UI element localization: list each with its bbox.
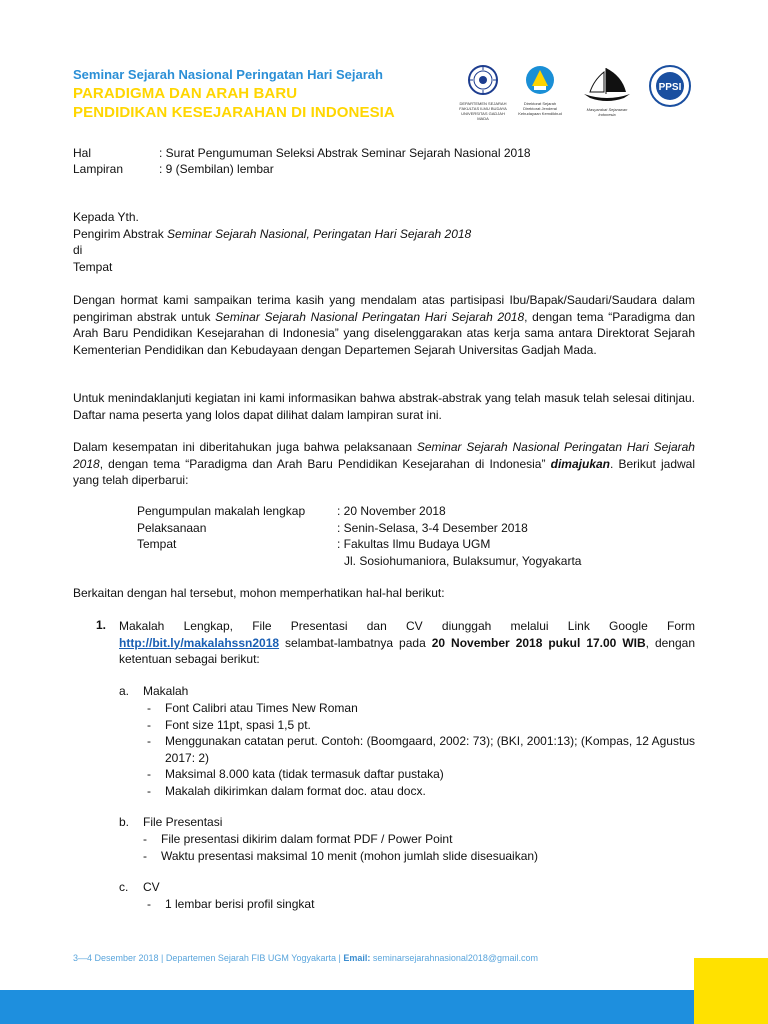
- meta-lampiran: [73, 162, 274, 176]
- section-a-list: [145, 700, 695, 799]
- header-subtitle: Seminar Sejarah Nasional Peringatan Hari Sejarah: [73, 67, 383, 82]
- section-title: File Presentasi: [143, 815, 223, 829]
- svg-text:PPSI: PPSI: [658, 82, 682, 93]
- section-label: c.: [119, 880, 129, 894]
- item-1-body: [119, 618, 695, 668]
- schedule-row: [137, 503, 581, 520]
- item-text: selambat-lambatnya pada: [279, 635, 432, 650]
- para-text: , dengan tema “Paradigma dan Arah Baru Pendidikan Kesejarahan di Indonesia”: [99, 456, 551, 471]
- footer-blue-bar: [0, 990, 768, 1024]
- address-block: [73, 209, 471, 275]
- list-item: - Maksimal 8.000 kata (tidak termasuk daftar pustaka): [145, 766, 695, 783]
- ship-icon: [578, 64, 636, 107]
- item-text: , dengan ketentuan sebagai berikut:: [119, 635, 696, 666]
- section-c-list: [145, 896, 695, 913]
- address-line: Tempat: [73, 259, 113, 274]
- footer-text: [73, 953, 538, 963]
- schedule-row: [137, 536, 581, 553]
- section-a-heading: [119, 684, 188, 698]
- section-title: CV: [143, 880, 160, 894]
- list-item: - Font size 11pt, spasi 1,5 pt.: [145, 717, 695, 734]
- list-item: - Font Calibri atau Times New Roman: [145, 700, 695, 717]
- paragraph-4: Berkaitan dengan hal tersebut, mohon memperhatikan hal-hal berikut:: [73, 586, 445, 600]
- paragraph-1: [73, 292, 695, 358]
- para-text: , dengan tema “Paradigma dan Arah Baru Pendidikan Kesejarahan di Indonesia” yang diselenggarakan atas kerja sama antara Direktorat Sejarah Kementerian Pendidikan dan Kebudayaan dengan Departemen Sejarah Universitas Gadjah Mada.: [73, 309, 696, 357]
- logo-caption: DEPARTEMEN SEJARAH FAKULTAS ILMU BUDAYA UNIVERSITAS GADJAH MADA: [459, 101, 507, 121]
- section-b-heading: [119, 815, 222, 829]
- para-event-title: Seminar Sejarah Nasional Peringatan Hari Sejarah 2018: [215, 309, 525, 324]
- para-text: . Berikut jadwal yang telah diperbarui:: [73, 456, 696, 487]
- header-title-line2: PENDIDIKAN KESEJARAHAN DI INDONESIA: [73, 104, 395, 121]
- schedule-value: : 20 November 2018: [337, 504, 446, 518]
- schedule-key: Tempat: [137, 537, 177, 551]
- meta-hal-value: : Surat Pengumuman Seleksi Abstrak Seminar Sejarah Nasional 2018: [159, 146, 531, 160]
- section-b-list: [141, 831, 691, 864]
- para-event-title: Seminar Sejarah Nasional Peringatan Hari Sejarah 2018: [73, 440, 695, 471]
- schedule-row: [137, 553, 581, 570]
- footer-yellow-block: [694, 958, 768, 1024]
- section-title: Makalah: [143, 684, 189, 698]
- ugm-seal-icon: [460, 64, 506, 101]
- address-line: Kepada Yth.: [73, 210, 139, 224]
- schedule-address: Jl. Sosiohumaniora, Bulaksumur, Yogyakarta: [344, 553, 582, 568]
- list-item: - Makalah dikirimkan dalam format doc. atau docx.: [145, 783, 695, 800]
- footer-info: 3—4 Desember 2018 | Departemen Sejarah FIB UGM Yogyakarta |: [73, 953, 344, 963]
- footer-email-label: Email:: [343, 953, 371, 963]
- header-title-line1: PARADIGMA DAN ARAH BARU: [73, 85, 298, 102]
- tut-wuri-handayani-icon: [520, 64, 560, 101]
- item-number: 1.: [96, 618, 107, 632]
- schedule-value: : Fakultas Ilmu Budaya UGM: [337, 537, 491, 551]
- list-item: - Waktu presentasi maksimal 10 menit (mohon jumlah slide disesuaikan): [141, 848, 691, 865]
- paragraph-3: [73, 439, 695, 489]
- para-text: Dengan hormat kami sampaikan terima kasih yang mendalam atas partisipasi Ibu/Bapak/Saudari/Saudara dalam pengiriman abstrak untuk: [73, 293, 695, 324]
- item-deadline: 20 November 2018 pukul 17.00 WIB: [431, 635, 646, 650]
- list-item: - File presentasi dikirim dalam format PDF / Power Point: [141, 831, 691, 848]
- meta-lampiran-value: : 9 (Sembilan) lembar: [159, 162, 274, 176]
- section-c-heading: [119, 880, 160, 894]
- address-line: [73, 226, 471, 243]
- logo-strip: [460, 64, 700, 122]
- logo-caption: Masyarakat Sejarawan Indonesia: [586, 107, 628, 117]
- section-label: b.: [119, 815, 130, 829]
- meta-lampiran-key: Lampiran: [73, 162, 124, 176]
- meta-hal-key: Hal: [73, 146, 92, 160]
- address-line: di: [73, 243, 83, 257]
- footer-email: seminarsejarahnasional2018@gmail.com: [370, 953, 539, 963]
- meta-hal: [73, 146, 531, 160]
- section-label: a.: [119, 684, 130, 698]
- ppsi-icon: [648, 64, 692, 111]
- list-item: - 1 lembar berisi profil singkat: [145, 896, 695, 913]
- schedule-key: Pengumpulan makalah lengkap: [137, 504, 306, 518]
- paragraph-2: Untuk menindaklanjuti kegiatan ini kami informasikan bahwa abstrak-abstrak yang telah masuk telah selesai ditinjau. Daftar nama peserta yang lolos dapat dilihat dalam lampiran surat ini.: [73, 391, 695, 422]
- item-text: Makalah Lengkap, File Presentasi dan CV diunggah melalui Link Google Form: [119, 619, 695, 633]
- google-form-link[interactable]: http://bit.ly/makalahssn2018: [119, 635, 280, 650]
- schedule-row: [137, 520, 581, 537]
- schedule-key: Pelaksanaan: [137, 520, 207, 535]
- address-event: Seminar Sejarah Nasional, Peringatan Hari Sejarah 2018: [167, 226, 472, 241]
- address-recipient: Pengirim Abstrak: [73, 226, 168, 241]
- list-item: - Menggunakan catatan perut. Contoh: (Boomgaard, 2002: 73); (BKI, 2001:13); (Kompas, 12 Agustus 2017: 2): [145, 733, 695, 766]
- para-emphasis: dimajukan: [550, 456, 610, 471]
- para-text: Dalam kesempatan ini diberitahukan juga bahwa pelaksanaan: [73, 440, 417, 454]
- schedule-value: : Senin-Selasa, 3-4 Desember 2018: [337, 520, 528, 535]
- schedule-table: [137, 503, 581, 569]
- logo-caption: Direktorat Sejarah Direktorat Jenderal Kebudayaan Kemdikbud: [518, 101, 562, 116]
